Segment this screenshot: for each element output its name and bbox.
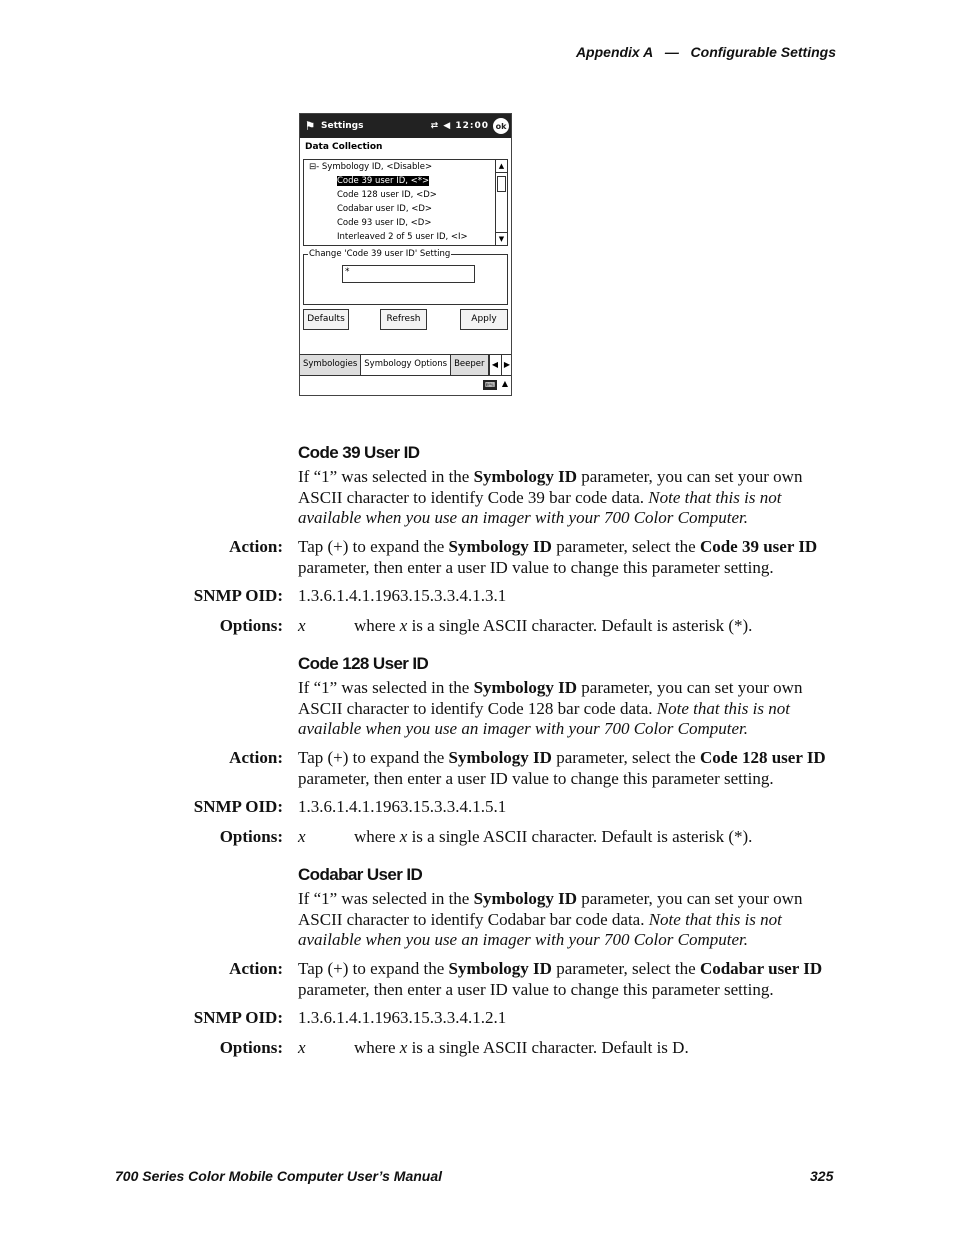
option-value: x	[298, 827, 306, 846]
action-text	[298, 748, 843, 789]
option-description	[354, 1038, 689, 1058]
title-bar	[300, 114, 511, 138]
defaults-button[interactable]: Defaults	[303, 309, 349, 330]
tab-symbologies[interactable]: Symbologies	[300, 355, 361, 375]
tree-item-label: Code 39 user ID, <*>	[337, 176, 430, 186]
text-run: where	[354, 1038, 400, 1057]
text-run-italic: Note that this is not available when you use an imager with your 700 Color Computer.	[298, 487, 782, 527]
tree-item-code93[interactable]: Code 93 user ID, <D>	[337, 218, 432, 228]
text-run: where	[354, 827, 400, 846]
tab-symbology-options[interactable]: Symbology Options	[361, 355, 451, 375]
snmp-label: SNMP OID:	[193, 586, 283, 605]
text-run-bold: Symbology ID	[448, 959, 552, 978]
status-icons	[431, 121, 489, 131]
tree-scrollbar[interactable]	[495, 160, 507, 245]
text-run: parameter, then enter a user ID value to change this parameter setting.	[298, 768, 774, 788]
text-run-italic: x	[399, 1038, 408, 1057]
text-run-italic: Note that this is not available when you use an imager with your 700 Color Computer.	[298, 909, 782, 949]
text-run-bold: Symbology ID	[448, 748, 552, 767]
action-label: Action:	[229, 537, 283, 556]
sip-up-icon[interactable]: ▲	[501, 379, 508, 388]
snmp-label: SNMP OID:	[193, 797, 283, 816]
text-run-italic: x	[399, 827, 408, 846]
options-label: Options:	[219, 827, 283, 846]
section-description	[298, 889, 843, 951]
group-label: Change 'Code 39 user ID' Setting	[309, 249, 451, 259]
refresh-button[interactable]: Refresh	[380, 309, 427, 330]
page-number: 325	[810, 1168, 834, 1184]
ok-button[interactable]: ok	[493, 118, 509, 134]
snmp-oid: 1.3.6.1.4.1.1963.15.3.3.4.1.3.1	[298, 586, 507, 605]
tab-left-icon[interactable]: ◀	[489, 355, 501, 375]
header-chapter: Configurable Settings	[690, 44, 836, 60]
section-heading: Code 128 User ID	[298, 654, 429, 673]
input-panel-bar	[300, 375, 511, 396]
clock[interactable]: 12:00	[455, 121, 489, 131]
text-run: If “1” was selected in the	[298, 467, 474, 486]
scroll-thumb[interactable]	[497, 176, 506, 192]
tree-item-codabar[interactable]: Codabar user ID, <D>	[337, 204, 433, 214]
start-flag-icon[interactable]: ⚑	[304, 119, 316, 133]
footer-title: 700 Series Color Mobile Computer User’s Manual	[115, 1168, 443, 1184]
text-run-bold: Codabar user ID	[699, 959, 823, 978]
text-run: Tap (+) to expand the	[298, 748, 449, 767]
tab-scroll	[489, 355, 513, 375]
scroll-down-icon[interactable]: ▼	[496, 232, 507, 245]
text-run: is a single ASCII character. Default is D.	[407, 1038, 689, 1057]
scroll-up-icon[interactable]: ▲	[496, 160, 507, 173]
setting-group	[303, 249, 508, 305]
snmp-label: SNMP OID:	[193, 1008, 283, 1027]
tab-beeper[interactable]: Beeper	[451, 355, 488, 375]
action-label: Action:	[229, 748, 283, 767]
section-description	[298, 678, 843, 740]
option-description	[354, 827, 752, 847]
volume-icon[interactable]: ◀	[443, 121, 452, 131]
action-text	[298, 959, 843, 1000]
keyboard-icon[interactable]: ⌨	[484, 381, 496, 389]
text-run: Tap (+) to expand the	[298, 537, 449, 556]
section-description	[298, 467, 843, 529]
running-header	[576, 44, 836, 60]
text-run-bold: Code 128 user ID	[699, 748, 826, 767]
text-run: parameter, you can set your own ASCII character to identify Code 39 bar code data.	[298, 467, 803, 507]
action-label: Action:	[229, 959, 283, 978]
text-run-italic: Note that this is not available when you use an imager with your 700 Color Computer.	[298, 698, 790, 738]
text-run: parameter, you can set your own ASCII character to identify Codabar bar code data.	[298, 889, 803, 929]
option-value: x	[298, 616, 306, 635]
text-run-bold: Symbology ID	[473, 889, 578, 908]
header-dash: —	[664, 44, 679, 60]
text-run-bold: Symbology ID	[473, 467, 578, 486]
text-run: parameter, select the	[551, 959, 700, 978]
text-run: parameter, then enter a user ID value to change this parameter setting.	[298, 979, 774, 999]
text-run: is a single ASCII character. Default is asterisk (*).	[407, 616, 753, 635]
snmp-oid: 1.3.6.1.4.1.1963.15.3.3.4.1.2.1	[298, 1008, 507, 1027]
tree-item-symbology-id[interactable]: ⊟- Symbology ID, <Disable>	[309, 162, 433, 172]
settings-tree[interactable]	[303, 159, 508, 246]
text-run-bold: Symbology ID	[473, 678, 578, 697]
app-title: Settings	[321, 121, 364, 131]
tree-item-code39[interactable]	[337, 176, 429, 186]
text-run: parameter, select the	[551, 748, 700, 767]
text-run: If “1” was selected in the	[298, 889, 474, 908]
text-run-italic: x	[399, 616, 408, 635]
tab-strip	[300, 354, 511, 375]
action-text	[298, 537, 843, 578]
device-screenshot	[299, 113, 512, 396]
tab-right-icon[interactable]: ▶	[501, 355, 513, 375]
text-run-bold: Code 39 user ID	[699, 537, 818, 556]
section-heading: Code 39 User ID	[298, 443, 420, 462]
text-run: If “1” was selected in the	[298, 678, 474, 697]
user-id-input[interactable]: *	[342, 265, 475, 283]
header-appendix: Appendix A	[575, 44, 654, 60]
text-run: parameter, then enter a user ID value to change this parameter setting.	[298, 557, 774, 577]
section-title: Data Collection	[305, 142, 383, 152]
snmp-oid: 1.3.6.1.4.1.1963.15.3.3.4.1.5.1	[298, 797, 507, 816]
text-run: where	[354, 616, 400, 635]
connectivity-icon[interactable]: ⇄	[430, 121, 440, 131]
option-value: x	[298, 1038, 306, 1057]
text-run: parameter, you can set your own ASCII character to identify Code 128 bar code data.	[298, 678, 803, 718]
tree-item-code128[interactable]: Code 128 user ID, <D>	[337, 190, 437, 200]
text-run-bold: Symbology ID	[448, 537, 552, 556]
options-label: Options:	[219, 616, 283, 635]
option-description	[354, 616, 752, 636]
text-run: Tap (+) to expand the	[298, 959, 449, 978]
text-run: is a single ASCII character. Default is asterisk (*).	[407, 827, 753, 846]
section-heading: Codabar User ID	[298, 865, 423, 884]
text-run: parameter, select the	[551, 537, 700, 556]
tree-item-i2of5[interactable]: Interleaved 2 of 5 user ID, <I>	[337, 232, 468, 242]
options-label: Options:	[219, 1038, 283, 1057]
apply-button[interactable]: Apply	[460, 309, 508, 330]
